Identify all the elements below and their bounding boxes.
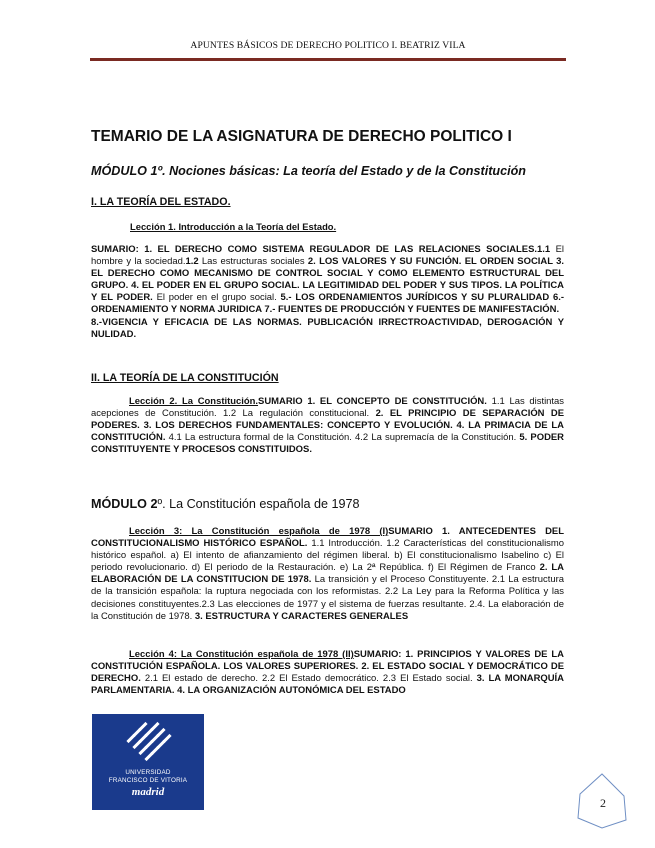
module-2-label: MÓDULO 2 — [91, 497, 158, 511]
bold-text-run: 3. LA MONARQUÍA PARLAMENTARIA. 4. LA ORGANIZACIÓN AUTONÓMICA DEL ESTADO — [91, 673, 564, 697]
text-run: La transición y el Proceso Constituyente. 2.1 La estructura de la transición española: la ruptura negociada con los reformistas. 2.2 La Ley para la Reforma Política y las decisiones constituyentes.2.3 Las elecciones de 1977 y el sistema de fuerzas resultante. 2.4. La elaboración de la Constitución de 1978. — [91, 574, 564, 622]
bold-text-run: SUMARIO: 1. PRINCIPIOS Y VALORES DE LA CONSTITUCIÓN ESPAÑOLA. LOS VALORES SUPERIORES. 2. EL ESTADO SOCIAL Y DEMOCRÁTICO DE DERECHO. — [91, 649, 564, 685]
text-run: El poder en el grupo social. — [152, 292, 281, 304]
logo-line-name: FRANCISCO DE VITORIA — [108, 777, 188, 784]
module-2-subtitle: º. La Constitución española de 1978 — [157, 497, 360, 511]
university-logo — [92, 714, 204, 810]
bold-text-run: 5.- LOS ORDENAMIENTOS JURÍDICOS Y SU PLURALIDAD 6.- ORDENAMIENTO Y NORMA JURIDICA 7.- FUENTES DE PRODUCCIÓN Y FUENTES DE MANIFESTACIÓN. — [91, 292, 564, 316]
bold-text-run: SUMARIO 1. EL CONCEPTO DE CONSTITUCIÓN. — [258, 396, 487, 407]
module-1-title: MÓDULO 1º. Nociones básicas: La teoría del Estado y de la Constitución — [91, 164, 526, 178]
bold-text-run: 2. LOS VALORES Y SU FUNCIÓN. EL ORDEN SOCIAL 3. EL DERECHO COMO MECANISMO DE CONTROL SOCIAL Y COMO ELEMENTO ESTRUCTURAL DEL GRUPO. 4. EL PODER EN EL GRUPO SOCIAL. LA LEGITIMIDAD DEL PODER Y SUS TIPOS. LA POLÍTICA Y EL PODER. — [91, 256, 564, 304]
section-heading-theory-of-state: I. LA TEORÍA DEL ESTADO. — [91, 196, 231, 208]
text-run: 1.1 Introducción. 1.2 Características del constitucionalismo histórico español. a) El intento de afianzamiento del régimen liberal. b) El constitucionalismo Isabelino c) El periodo revolucionario. d) El periodo de la Restauración. e) La 2ª República. f) El Régimen de Franco — [91, 538, 564, 574]
bold-text-run: 8.-VIGENCIA Y EFICACIA DE LAS NORMAS. PUBLICACIÓN IRRECTROACTIVIDAD, DEROGACIÓN Y NULIDAD. — [91, 316, 564, 340]
lesson-title-run: Lección 4: La Constitución española de 1978 (II) — [129, 649, 354, 660]
lesson-4-paragraph — [91, 649, 564, 697]
lesson-3-paragraph — [91, 526, 564, 623]
document-title: TEMARIO DE LA ASIGNATURA DE DERECHO POLITICO I — [91, 128, 512, 145]
lesson-1-title: Lección 1. Introducción a la Teoría del Estado. — [130, 221, 337, 232]
text-run: Las estructuras sociales — [198, 256, 308, 268]
text-run: 1.1 Las distintas acepciones de Constitución. 1.2 La regulación constitucional. — [91, 396, 565, 420]
bold-text-run: 2. LA ELABORACIÓN DE LA CONSTITUCION DE 1978. — [91, 562, 564, 586]
page-number: 2 — [600, 796, 606, 810]
bold-text-run: 3. ESTRUCTURA Y CARACTERES GENERALES — [194, 610, 409, 622]
bold-text-run: 2. EL PRINCIPIO DE SEPARACIÓN DE PODERES. 3. LOS DERECHOS FUNDAMENTALES: CONCEPTO Y EVOLUCIÓN. 4. LA PRIMACIA DE LA CONSTITUCIÓN. — [91, 408, 564, 444]
text-run: 4.1 La estructura formal de la Constitución. 4.2 La supremacía de la Constitución. — [165, 432, 520, 444]
lesson-title-run: Lección 3: La Constitución española de 1978 (I) — [129, 526, 389, 537]
logo-line-city: madrid — [131, 786, 165, 798]
logo-line-university: UNIVERSIDAD — [125, 769, 171, 776]
bold-text-run: SUMARIO: 1. EL DERECHO COMO SISTEMA REGULADOR DE LAS RELACIONES SOCIALES.1.1 — [91, 244, 551, 255]
bold-text-run: 1.2 — [185, 256, 199, 268]
bold-text-run: SUMARIO 1. ANTECEDENTES DEL CONSTITUCIONALISMO HISTÓRICO ESPAÑOL. — [91, 526, 564, 550]
bold-text-run: 5. PODER CONSTITUYENTE Y PROCESOS CONSTITUIDOS. — [91, 432, 564, 456]
module-2-title — [91, 497, 571, 511]
section-heading-theory-of-constitution: II. LA TEORÍA DE LA CONSTITUCIÓN — [91, 372, 279, 384]
lesson-1-summary — [91, 244, 564, 341]
running-header: APUNTES BÁSICOS DE DERECHO POLITICO I. BEATRIZ VILA — [190, 40, 466, 51]
lesson-title-run: Lección 2. La Constitución. — [129, 396, 259, 407]
header-rule — [90, 58, 566, 61]
logo-emblem-icon — [92, 714, 204, 770]
text-run: 2.1 El estado de derecho. 2.2 El Estado democrático. 2.3 El Estado social. — [140, 673, 477, 685]
lesson-2-paragraph — [91, 396, 564, 456]
text-run: El hombre y la sociedad. — [91, 244, 565, 268]
